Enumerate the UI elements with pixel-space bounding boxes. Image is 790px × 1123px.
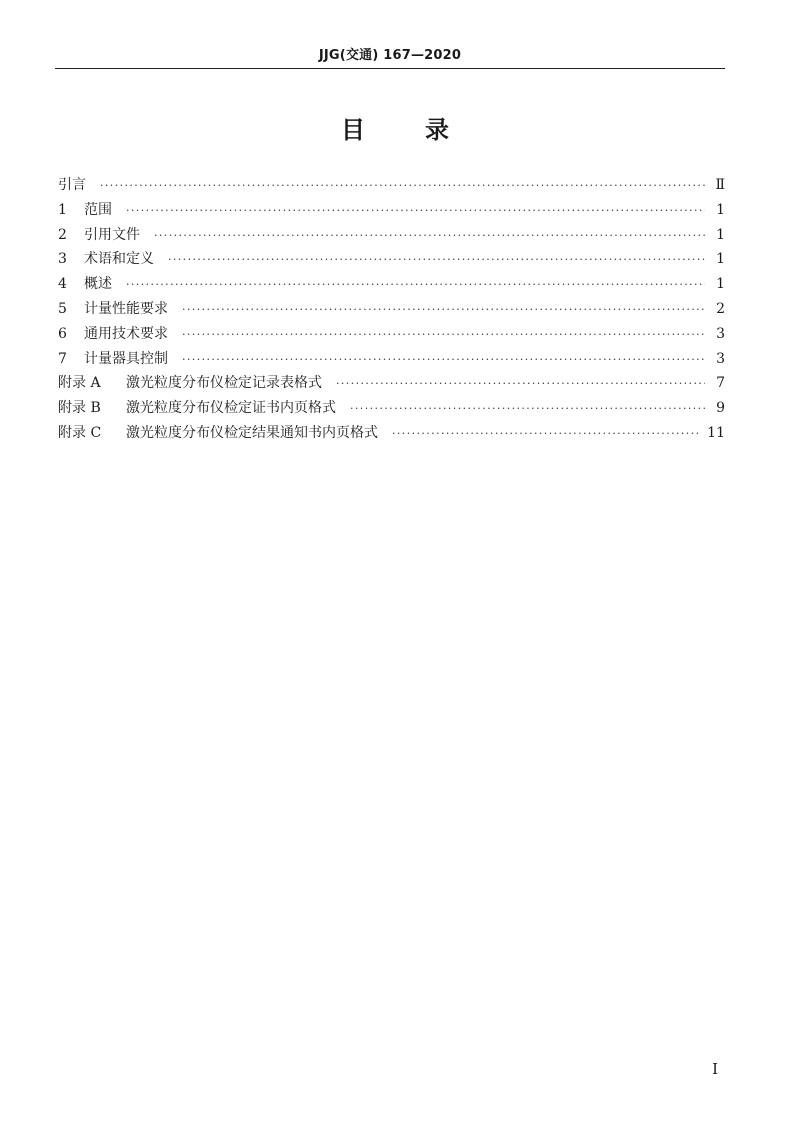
toc-page-number: 1	[716, 201, 725, 218]
header-rule	[55, 68, 725, 69]
toc-entry-references[interactable]	[58, 224, 725, 249]
toc-page-number: 1	[716, 226, 725, 243]
toc-entry-number: 附录 C	[58, 424, 102, 441]
toc-entry-number: 4	[58, 276, 67, 293]
toc-entry-title: 激光粒度分布仪检定结果通知书内页格式	[126, 424, 378, 441]
toc-page-number: 3	[716, 325, 725, 342]
toc-dot-leader	[182, 353, 705, 366]
toc-entry-number: 附录 B	[58, 400, 101, 417]
toc-page-number: 7	[716, 375, 725, 392]
toc-entry-title: 通用技术要求	[84, 325, 168, 342]
toc-entry-technical-requirements[interactable]	[58, 323, 725, 348]
toc-entry-terms[interactable]	[58, 248, 725, 273]
page-number: I	[712, 1060, 718, 1078]
toc-page-number: 2	[716, 300, 725, 317]
toc-dot-leader	[392, 427, 699, 440]
toc-page-number: 1	[716, 276, 725, 293]
toc-entry-number: 2	[58, 226, 67, 243]
toc-page-number: 1	[716, 251, 725, 268]
toc-entry-number: 6	[58, 325, 67, 342]
toc-entry-title: 概述	[84, 276, 112, 293]
toc-entry-number: 7	[58, 350, 67, 367]
toc-dot-leader	[168, 253, 705, 266]
toc-entry-foreword[interactable]	[58, 174, 725, 199]
toc-page-number: 9	[716, 400, 725, 417]
toc-dot-leader	[336, 377, 705, 390]
toc-entry-instrument-control[interactable]	[58, 348, 725, 373]
toc-entry-number: 5	[58, 300, 67, 317]
title-char-2: 录	[425, 116, 449, 144]
toc-entry-overview[interactable]	[58, 273, 725, 298]
title-char-1: 目	[341, 116, 365, 144]
toc-entry-appendix-a[interactable]	[58, 372, 725, 397]
toc-dot-leader	[182, 328, 705, 341]
toc-entry-number: 1	[58, 201, 67, 218]
toc-entry-number: 3	[58, 251, 67, 268]
toc-dot-leader	[126, 204, 705, 217]
toc-dot-leader	[182, 303, 705, 316]
toc-entry-title: 激光粒度分布仪检定证书内页格式	[126, 400, 336, 417]
toc-entry-title: 计量器具控制	[84, 350, 168, 367]
toc-entry-appendix-b[interactable]	[58, 397, 725, 422]
table-of-contents	[58, 174, 725, 447]
toc-page-number: Ⅱ	[715, 177, 725, 193]
toc-entry-title: 激光粒度分布仪检定记录表格式	[126, 375, 322, 392]
toc-entry-title: 计量性能要求	[84, 300, 168, 317]
toc-entry-appendix-c[interactable]	[58, 422, 725, 447]
toc-dot-leader	[100, 179, 705, 192]
toc-page-number: 3	[716, 350, 725, 367]
toc-entry-title: 引用文件	[84, 226, 140, 243]
toc-entry-title: 引言	[58, 177, 86, 193]
toc-dot-leader	[350, 402, 705, 415]
toc-entry-title: 范围	[84, 201, 112, 218]
toc-page-number: 11	[707, 424, 725, 441]
toc-dot-leader	[126, 278, 705, 291]
toc-entry-scope[interactable]	[58, 199, 725, 224]
page-title	[0, 110, 790, 145]
toc-dot-leader	[154, 229, 705, 242]
running-header: JJG(交通) 167—2020	[318, 48, 462, 63]
toc-entry-metrology-requirements[interactable]	[58, 298, 725, 323]
toc-entry-title: 术语和定义	[84, 251, 154, 268]
toc-entry-number: 附录 A	[58, 375, 101, 392]
